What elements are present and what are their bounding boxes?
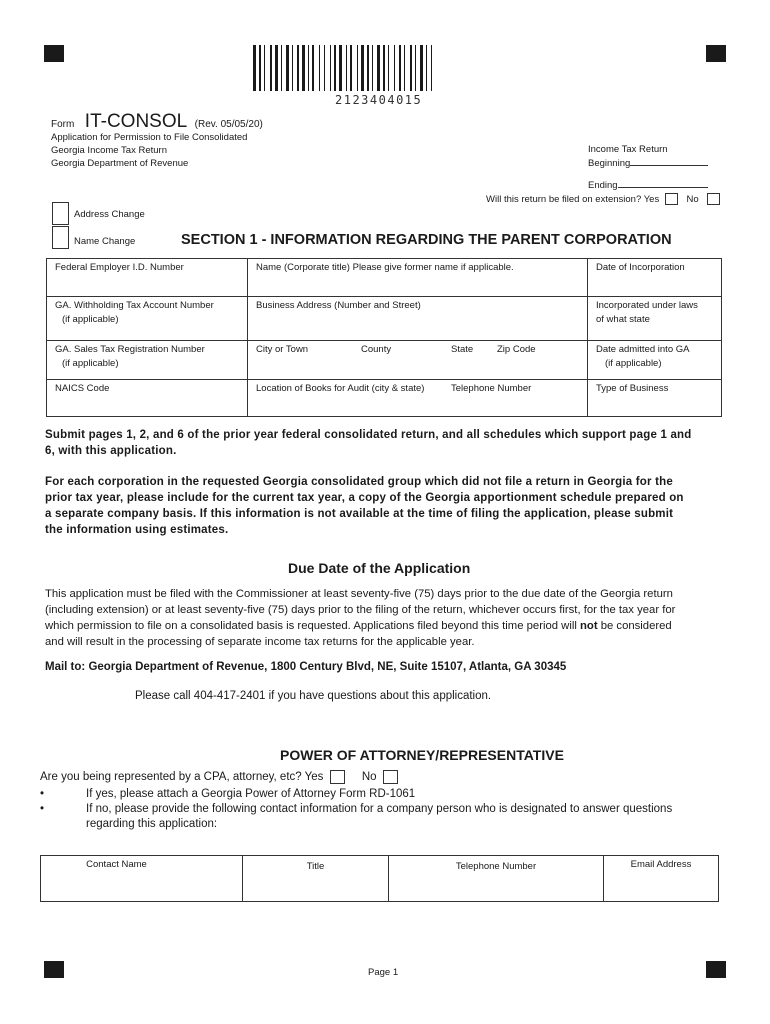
- name-change-label: Name Change: [74, 236, 136, 247]
- form-label: Form: [51, 119, 75, 130]
- barcode: [253, 45, 509, 93]
- state-label: State: [451, 344, 474, 355]
- extension-no-label: No: [686, 194, 699, 205]
- beginning-field[interactable]: [588, 156, 708, 170]
- form-revision: (Rev. 05/05/20): [194, 119, 263, 130]
- barcode-number: 2123404015: [335, 93, 423, 107]
- cell-label: Incorporated under laws: [596, 300, 698, 311]
- type-of-business-cell[interactable]: [588, 380, 722, 417]
- mail-to-address: Mail to: Georgia Department of Revenue, 1800 Century Blvd, NE, Suite 15107, Atlanta, GA 30345: [45, 661, 567, 673]
- incorporated-state-cell[interactable]: [588, 297, 722, 341]
- cell-label: of what state: [596, 314, 650, 325]
- bullet-text-continued: regarding this application:: [86, 818, 218, 830]
- ending-field[interactable]: [588, 178, 708, 192]
- column-header: Telephone Number: [455, 861, 537, 872]
- cell-label: Business Address (Number and Street): [256, 300, 421, 311]
- cell-label: (if applicable): [605, 358, 662, 369]
- form-subtitle: [51, 131, 247, 170]
- extension-yes-checkbox[interactable]: [665, 193, 678, 205]
- telephone-label: Telephone Number: [451, 383, 532, 394]
- due-date-line: and will result in the processing of separate income tax returns for the applicable year.: [45, 636, 475, 648]
- registration-mark-bottom-right: [706, 961, 726, 978]
- instruction-line: a separate company basis. If this information is not available at the time of filing the application, please submit: [45, 508, 674, 520]
- city-label: City or Town: [256, 344, 309, 355]
- corporate-name-cell[interactable]: [248, 259, 588, 297]
- cell-label: Federal Employer I.D. Number: [55, 262, 184, 273]
- submit-instructions: [45, 427, 730, 459]
- bullet-icon: •: [40, 803, 45, 815]
- sales-tax-registration-cell[interactable]: [47, 341, 248, 380]
- extension-question: [486, 193, 720, 206]
- address-change-checkbox[interactable]: [52, 202, 69, 225]
- due-date-line: This application must be filed with the Commissioner at least seventy-five (75) days prior to the due date of the Georgia return: [45, 588, 673, 600]
- withholding-account-cell[interactable]: [47, 297, 248, 341]
- date-of-incorporation-cell[interactable]: [588, 259, 722, 297]
- address-change-label: Address Change: [74, 209, 145, 220]
- extension-no-checkbox[interactable]: [707, 193, 720, 205]
- subtitle-line: Application for Permission to File Consolidated: [51, 132, 248, 143]
- column-header: Contact Name: [86, 859, 147, 870]
- subtitle-line: Georgia Income Tax Return: [51, 145, 167, 156]
- table-row: [47, 341, 722, 380]
- form-name: IT-CONSOL: [84, 111, 188, 132]
- parent-corporation-table: [46, 258, 722, 417]
- cell-label: (if applicable): [62, 358, 119, 369]
- cell-label: Name (Corporate title) Please give former name if applicable.: [256, 262, 514, 273]
- due-date-line: (including extension) or at least seventy-five (75) days prior to the filing of the return, whichever occurs first, for the tax year for: [45, 604, 676, 616]
- cell-label: GA. Sales Tax Registration Number: [55, 344, 205, 355]
- name-change-checkbox[interactable]: [52, 226, 69, 249]
- date-admitted-cell[interactable]: [588, 341, 722, 380]
- submit-line: 6, with this application.: [45, 445, 177, 457]
- cell-label: (if applicable): [62, 314, 119, 325]
- registration-mark-bottom-left: [44, 961, 64, 978]
- page-number: Page 1: [368, 967, 399, 978]
- bullet-text: If yes, please attach a Georgia Power of Attorney Form RD-1061: [86, 788, 416, 800]
- table-row: [47, 297, 722, 341]
- county-label: County: [361, 344, 392, 355]
- instruction-line: the information using estimates.: [45, 524, 229, 536]
- not-emphasis: not: [580, 620, 598, 632]
- form-title: [51, 111, 263, 133]
- represented-no-label: No: [361, 771, 377, 784]
- books-location-telephone-cell[interactable]: [248, 380, 588, 417]
- due-date-title: Due Date of the Application: [288, 560, 471, 576]
- cell-label: GA. Withholding Tax Account Number: [55, 300, 214, 311]
- cell-label: Type of Business: [596, 383, 669, 394]
- contact-table: [40, 855, 719, 902]
- due-date-text: [45, 586, 675, 650]
- instruction-line: prior tax year, please include for the current tax year, a copy of the Georgia apportionment schedule prepared on: [45, 492, 684, 504]
- telephone-number-cell[interactable]: [389, 856, 604, 902]
- zip-label: Zip Code: [497, 344, 536, 355]
- subtitle-line: Georgia Department of Revenue: [51, 158, 189, 169]
- title-cell[interactable]: [243, 856, 389, 902]
- submit-line: Submit pages 1, 2, and 6 of the prior year federal consolidated return, and all schedules which support page 1 and: [45, 429, 692, 441]
- section1-title: SECTION 1 - INFORMATION REGARDING THE PARENT CORPORATION: [181, 232, 672, 248]
- contact-name-cell[interactable]: [41, 856, 243, 902]
- represented-no-checkbox[interactable]: [383, 770, 398, 784]
- registration-mark-top-left: [44, 45, 64, 62]
- due-date-line: [45, 618, 675, 634]
- bullet-icon: •: [40, 788, 45, 800]
- table-row: [41, 856, 719, 902]
- email-address-cell[interactable]: [604, 856, 719, 902]
- city-county-state-zip-cell[interactable]: [248, 341, 588, 380]
- call-info: Please call 404-417-2401 if you have questions about this application.: [135, 690, 492, 702]
- column-header: Email Address: [630, 859, 692, 870]
- extension-question-text: Will this return be filed on extension? Yes: [486, 194, 660, 205]
- cell-label: Date admitted into GA: [596, 344, 690, 355]
- fein-cell[interactable]: [47, 259, 248, 297]
- business-address-cell[interactable]: [248, 297, 588, 341]
- due-date-line-text: which permission to file on a consolidated basis is requested. Applications filed beyond this time period will: [45, 620, 577, 632]
- bullet-text: If no, please provide the following contact information for a company person who is designated to answer questions: [86, 803, 673, 815]
- each-corporation-instructions: [45, 474, 730, 538]
- represented-yes-checkbox[interactable]: [330, 770, 345, 784]
- representation-question: [40, 770, 398, 784]
- cell-label: NAICS Code: [55, 383, 110, 394]
- representation-question-text: Are you being represented by a CPA, attorney, etc? Yes: [40, 771, 324, 784]
- income-tax-return-label: Income Tax Return: [588, 144, 668, 155]
- cell-label: Date of Incorporation: [596, 262, 685, 273]
- registration-mark-top-right: [706, 45, 726, 62]
- table-row: [47, 380, 722, 417]
- ending-label: Ending: [588, 180, 618, 191]
- instruction-line: For each corporation in the requested Georgia consolidated group which did not file a return in Georgia for the: [45, 476, 673, 488]
- table-row: [47, 259, 722, 297]
- column-header: Title: [306, 861, 325, 872]
- due-date-line-tail: be considered: [597, 620, 672, 632]
- beginning-label: Beginning: [588, 158, 631, 169]
- books-location-label: Location of Books for Audit (city & state): [256, 383, 425, 394]
- poa-title: POWER OF ATTORNEY/REPRESENTATIVE: [280, 747, 564, 763]
- naics-code-cell[interactable]: [47, 380, 248, 417]
